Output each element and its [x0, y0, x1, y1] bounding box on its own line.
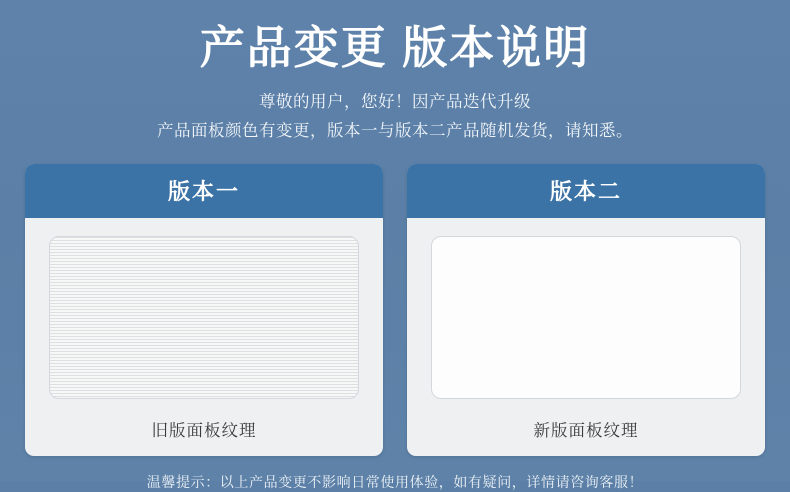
- page-title: 产品变更 版本说明: [199, 22, 591, 73]
- version-two-body: [407, 218, 765, 405]
- subtitle-line-1: 尊敬的用户，您好！因产品迭代升级: [259, 92, 531, 111]
- version-one-caption: 旧版面板纹理: [151, 421, 257, 440]
- version-one-body: [25, 218, 383, 405]
- version-cards: [25, 164, 765, 456]
- version-card-two: [407, 164, 765, 456]
- version-two-header: 版本二: [407, 164, 765, 218]
- version-two-caption: 新版面板纹理: [533, 421, 639, 440]
- old-panel-texture-image: [49, 236, 359, 399]
- new-panel-texture-image: [431, 236, 741, 399]
- footer-note: 温馨提示：以上产品变更不影响日常使用体验，如有疑问，详情请咨询客服！: [146, 473, 644, 490]
- subtitle-block: [157, 88, 633, 146]
- version-one-header: 版本一: [25, 164, 383, 218]
- version-card-one: [25, 164, 383, 456]
- subtitle-line-2: 产品面板颜色有变更，版本一与版本二产品随机发货，请知悉。: [157, 121, 633, 140]
